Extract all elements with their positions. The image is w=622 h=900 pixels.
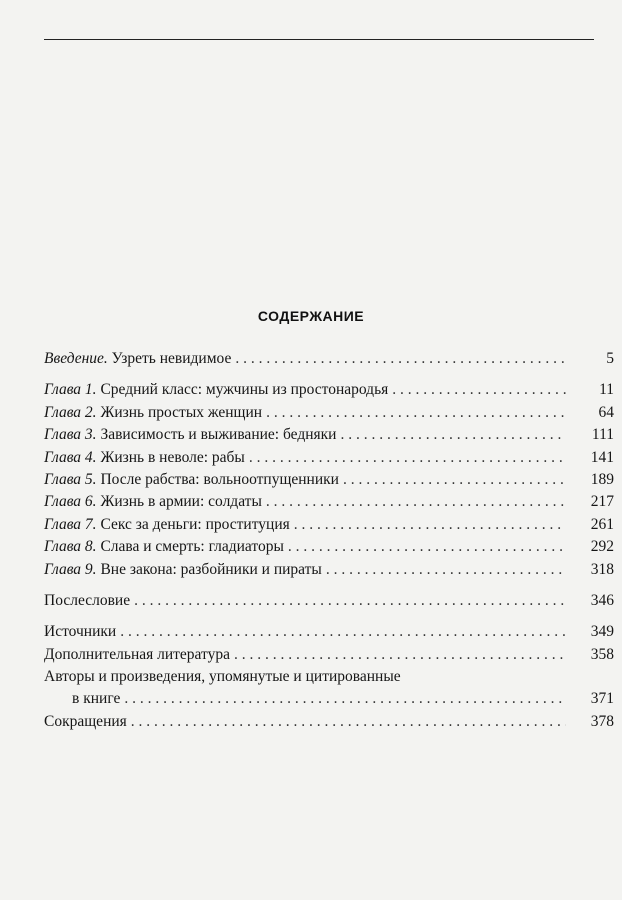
toc-entry-page: 111	[591, 426, 614, 444]
toc-entry-chapter-9[interactable]	[44, 559, 614, 581]
toc-entry-afterword[interactable]	[44, 590, 614, 612]
toc-entry-title: Секс за деньги: проституция	[100, 515, 290, 533]
toc-entry-prefix: Глава 7.	[44, 515, 97, 533]
page-title: СОДЕРЖАНИЕ	[257, 308, 365, 324]
dot-leader	[266, 491, 566, 513]
toc-entry-label	[44, 402, 262, 424]
dot-leader	[266, 402, 566, 424]
toc-entry-page: 217	[590, 493, 614, 511]
dot-leader	[340, 424, 566, 446]
dot-leader	[124, 688, 566, 710]
toc-entry-prefix: Глава 2.	[44, 403, 97, 421]
toc-entry-further-reading[interactable]	[44, 644, 614, 666]
toc-entry-prefix: Глава 8.	[44, 538, 97, 556]
toc-entry-chapter-2[interactable]	[44, 402, 614, 424]
toc-entry-title: Слава и смерть: гладиаторы	[100, 538, 284, 556]
toc-entry-page: 378	[590, 712, 614, 730]
toc-entry-label	[44, 424, 336, 446]
toc-entry-label	[44, 536, 284, 558]
toc-entry-page: 189	[590, 470, 614, 488]
toc-entry-title-line2: в книге	[72, 690, 121, 708]
toc-entry-page: 261	[590, 515, 614, 533]
toc-entry-title: Жизнь простых женщин	[100, 403, 263, 421]
toc-entry-title: Источники	[44, 623, 117, 641]
toc-entry-title: Средний класс: мужчины из простонародья	[100, 381, 389, 399]
dot-leader	[392, 379, 566, 401]
dot-leader	[234, 644, 566, 666]
toc-entry-page: 371	[590, 690, 614, 708]
dot-leader	[288, 536, 566, 558]
toc-entry-chapter-3[interactable]	[44, 424, 614, 446]
spacer	[44, 370, 614, 379]
toc-entry-sources[interactable]	[44, 621, 614, 643]
toc-entry-page: 5	[606, 350, 614, 367]
toc-entry-label	[44, 379, 388, 401]
toc-entry-label	[44, 469, 339, 491]
toc-entry-chapter-4[interactable]	[44, 447, 614, 469]
toc-entry-page: 64	[598, 403, 614, 421]
toc-entry-chapter-7[interactable]	[44, 514, 614, 536]
dot-leader	[294, 514, 566, 536]
bleed-through-text-top	[44, 45, 592, 345]
toc-entry-title: Вне закона: разбойники и пираты	[100, 560, 322, 578]
dot-leader	[343, 469, 566, 491]
dot-leader	[134, 590, 566, 612]
toc-entry-abbreviations[interactable]	[44, 711, 614, 733]
toc-entry-chapter-5[interactable]	[44, 469, 614, 491]
toc-entry-prefix: Глава 4.	[44, 448, 97, 466]
toc-entry-page: 141	[590, 448, 614, 466]
toc-entry-intro[interactable]	[44, 348, 614, 370]
toc-entry-title: Послесловие	[44, 591, 131, 609]
toc-entry-title: Жизнь в армии: солдаты	[100, 493, 262, 511]
toc-entry-chapter-1[interactable]	[44, 379, 614, 401]
toc-entry-prefix: Глава 1.	[44, 381, 97, 399]
spacer	[44, 581, 614, 590]
toc-entry-prefix: Введение.	[44, 350, 108, 367]
toc-entry-page: 318	[590, 560, 614, 578]
toc-entry-page: 358	[590, 645, 614, 663]
toc-entry-title: Жизнь в неволе: рабы	[100, 448, 245, 466]
toc-entry-label	[44, 559, 322, 581]
dot-leader	[326, 559, 566, 581]
dot-leader	[235, 348, 566, 370]
toc-entry-title: Зависимость и выживание: бедняки	[100, 426, 337, 444]
bleed-through-text-bottom	[44, 735, 592, 895]
dot-leader	[249, 447, 566, 469]
toc-entry-label	[44, 348, 231, 370]
toc-entry-authors[interactable]	[44, 666, 614, 711]
toc-entry-prefix: Глава 9.	[44, 560, 97, 578]
toc-entry-prefix: Глава 3.	[44, 426, 97, 444]
toc-entry-chapter-8[interactable]	[44, 536, 614, 558]
dot-leader	[120, 621, 566, 643]
top-rule	[44, 39, 594, 40]
toc-entry-label	[44, 491, 262, 513]
table-of-contents	[44, 348, 614, 733]
toc-entry-page: 11	[599, 381, 614, 399]
toc-entry-page: 292	[590, 538, 614, 556]
toc-entry-title: Узреть невидимое	[111, 350, 232, 367]
spacer	[44, 612, 614, 621]
bleed-through-header	[0, 4, 622, 19]
toc-entry-title: Дополнительная литература	[44, 645, 230, 663]
dot-leader	[131, 711, 566, 733]
toc-entry-title: Сокращения	[44, 712, 127, 730]
toc-entry-title: После рабства: вольноотпущенники	[100, 470, 339, 488]
toc-entry-chapter-6[interactable]	[44, 491, 614, 513]
toc-entry-label	[44, 447, 245, 469]
toc-entry-title-line1: Авторы и произведения, упомянутые и цитированные	[44, 668, 401, 686]
toc-entry-page: 349	[590, 623, 614, 641]
toc-entry-prefix: Глава 6.	[44, 493, 97, 511]
toc-entry-page: 346	[590, 591, 614, 609]
toc-entry-prefix: Глава 5.	[44, 470, 97, 488]
toc-entry-label	[44, 514, 290, 536]
